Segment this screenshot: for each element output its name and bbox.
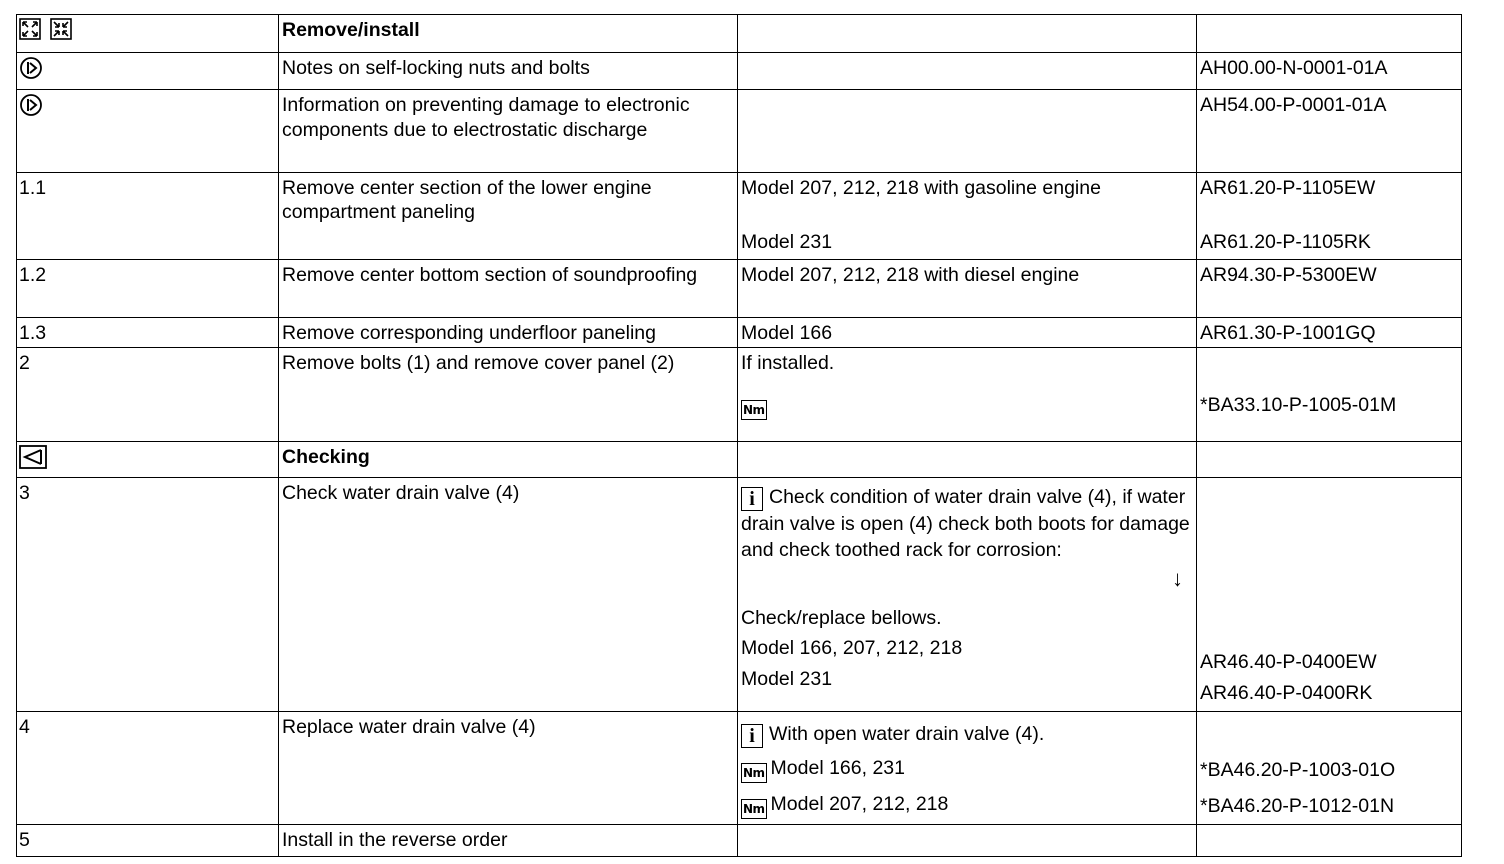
note-line: NmModel 207, 212, 218 (741, 786, 1191, 822)
step-cell (17, 90, 279, 173)
step-cell (17, 53, 279, 90)
table-row (17, 712, 1462, 825)
description-cell: Notes on self-locking nuts and bolts (279, 53, 738, 90)
note-cell (738, 173, 1197, 260)
reference-cell (1197, 825, 1462, 857)
description-cell: Remove center section of the lower engine compartment paneling (279, 173, 738, 260)
description-cell: Remove center bottom section of soundproofing (279, 260, 738, 318)
note-line: Model 166, 207, 212, 218 (741, 637, 963, 659)
description-cell: Check water drain valve (4) (279, 478, 738, 712)
notes-icon (19, 93, 43, 117)
notes-icon (19, 56, 43, 80)
torque-icon (741, 799, 767, 819)
expand-icon (19, 18, 41, 40)
reference-link[interactable]: AH00.00-N-0001-01A (1200, 57, 1388, 79)
reference-cell[interactable] (1197, 173, 1462, 260)
note-cell (738, 318, 1197, 348)
table-row (17, 15, 1462, 53)
reference-link[interactable]: *BA33.10-P-1005-01M (1200, 394, 1397, 416)
step-cell: 5 (17, 825, 279, 857)
note-line: Model 166 (741, 322, 833, 344)
info-icon (741, 724, 763, 748)
reference-cell[interactable] (1197, 260, 1462, 318)
step-cell: 3 (17, 478, 279, 712)
description-cell: Replace water drain valve (4) (279, 712, 738, 825)
table-row (17, 442, 1462, 478)
info-note: i Check condition of water drain valve (4), if water drain valve is open (4) check both boots for damage and check toothed rack for corrosion: (741, 484, 1191, 563)
description-cell: Install in the reverse order (279, 825, 738, 857)
note-line: If installed. (741, 352, 835, 374)
note-cell (738, 260, 1197, 318)
table-row (17, 348, 1462, 442)
note-cell (738, 442, 1197, 478)
table-row (17, 260, 1462, 318)
table-row (17, 53, 1462, 90)
description-cell: Checking (279, 442, 738, 478)
note-line: i With open water drain valve (4). (741, 718, 1191, 750)
note-line: Model 231 (741, 668, 833, 690)
step-cell: 1.3 (17, 318, 279, 348)
description-cell: Remove/install (279, 15, 738, 53)
description-cell: Remove corresponding underfloor paneling (279, 318, 738, 348)
reference-link[interactable]: *BA46.20-P-1012-01N (1200, 795, 1395, 817)
torque-icon (741, 400, 767, 420)
step-cell: 1.2 (17, 260, 279, 318)
note-line: Model 207, 212, 218 with gasoline engine (741, 177, 1101, 199)
note-cell (738, 478, 1197, 712)
reference-cell[interactable] (1197, 53, 1462, 90)
step-cell: 1.1 (17, 173, 279, 260)
note-line: NmModel 166, 231 (741, 750, 1191, 786)
note-cell (738, 348, 1197, 442)
reference-link[interactable]: AR46.40-P-0400EW (1200, 651, 1377, 673)
step-cell: 4 (17, 712, 279, 825)
step-cell (17, 15, 279, 53)
note-cell (738, 15, 1197, 53)
reference-cell[interactable] (1197, 318, 1462, 348)
reference-link[interactable]: AR61.20-P-1105EW (1200, 177, 1376, 199)
note-line: Check/replace bellows. (741, 607, 942, 629)
table-row (17, 90, 1462, 173)
note-cell (738, 90, 1197, 173)
table-row (17, 478, 1462, 712)
reference-link[interactable]: *BA46.20-P-1003-01O (1200, 759, 1396, 781)
step-cell (17, 442, 279, 478)
reference-link[interactable]: AR94.30-P-5300EW (1200, 264, 1377, 286)
arrow-down-icon: ↓ (1172, 566, 1183, 591)
table-row (17, 825, 1462, 857)
reference-link[interactable]: AR46.40-P-0400RK (1200, 682, 1373, 704)
table-row (17, 318, 1462, 348)
procedure-table (16, 14, 1462, 857)
reference-cell[interactable] (1197, 348, 1462, 442)
checking-icon (19, 445, 47, 469)
reference-link[interactable]: AH54.00-P-0001-01A (1200, 94, 1387, 116)
note-line: Model 207, 212, 218 with diesel engine (741, 264, 1080, 286)
reference-cell[interactable] (1197, 712, 1462, 825)
reference-cell[interactable] (1197, 478, 1462, 712)
note-line: Model 231 (741, 231, 833, 253)
collapse-icon (50, 18, 72, 40)
torque-icon (741, 763, 767, 783)
reference-cell (1197, 15, 1462, 53)
info-icon (741, 487, 763, 511)
description-cell: Remove bolts (1) and remove cover panel (2) (279, 348, 738, 442)
reference-link[interactable]: AR61.20-P-1105RK (1200, 231, 1371, 253)
reference-cell (1197, 442, 1462, 478)
reference-cell[interactable] (1197, 90, 1462, 173)
note-cell (738, 825, 1197, 857)
note-cell (738, 712, 1197, 825)
table-row (17, 173, 1462, 260)
reference-link[interactable]: AR61.30-P-1001GQ (1200, 322, 1376, 344)
step-cell: 2 (17, 348, 279, 442)
description-cell: Information on preventing damage to electronic components due to electrostatic discharge (279, 90, 738, 173)
note-cell (738, 53, 1197, 90)
